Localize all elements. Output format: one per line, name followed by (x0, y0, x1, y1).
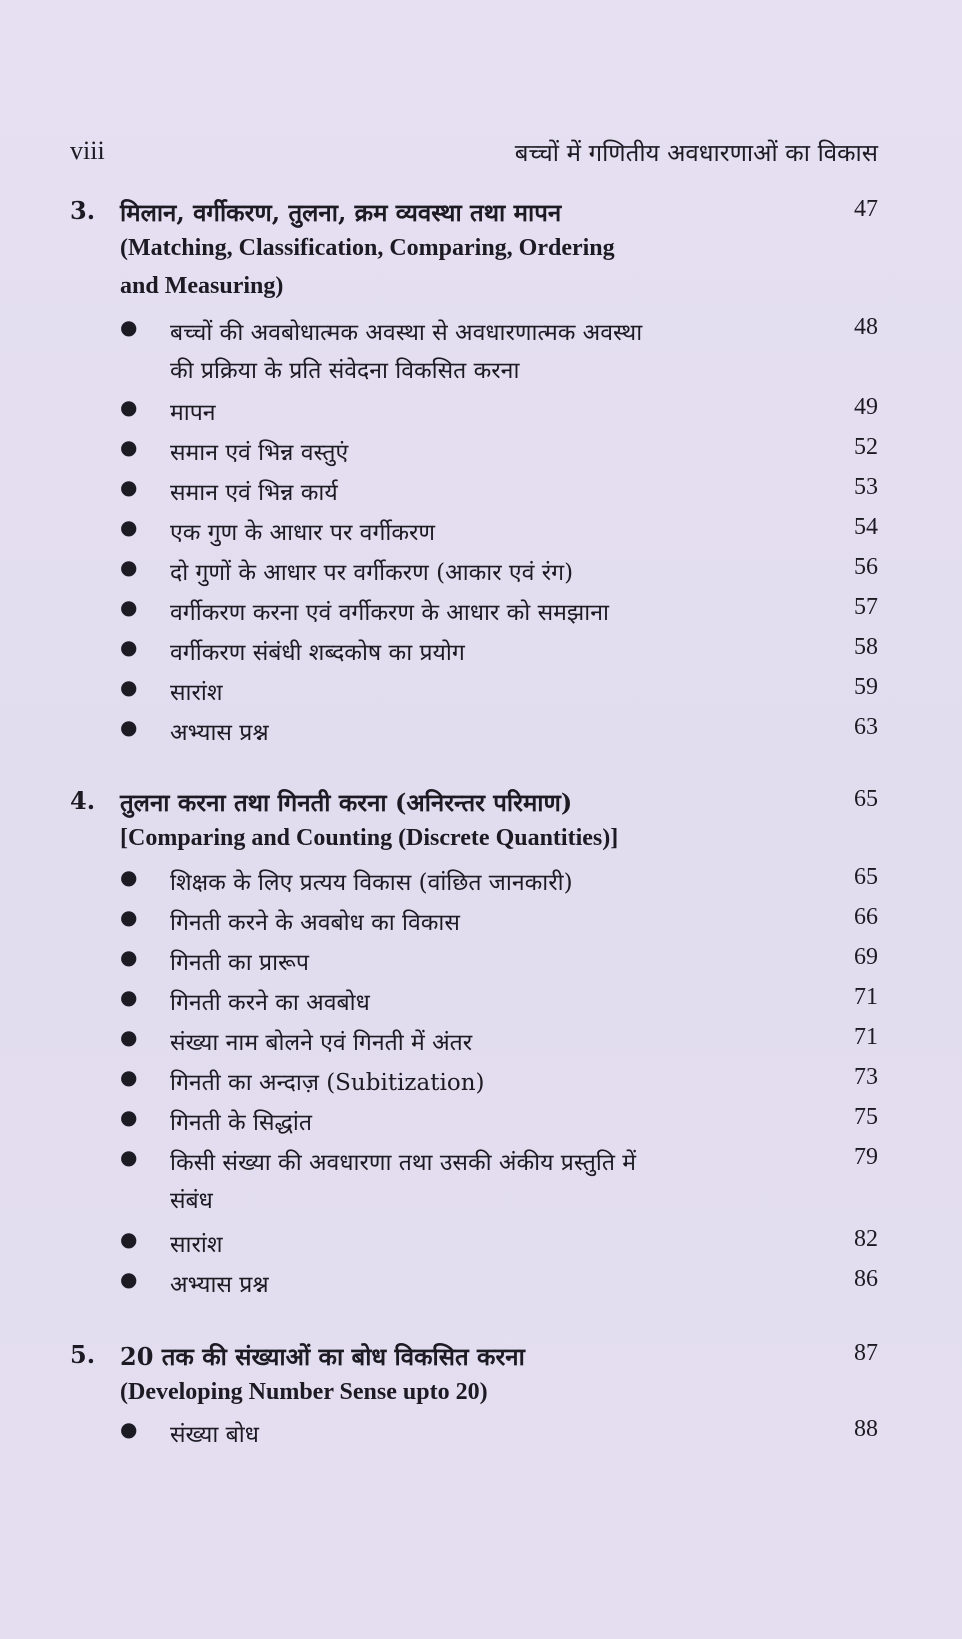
bullet-icon: ● (120, 475, 138, 499)
toc-item-page: 79 (854, 1144, 878, 1170)
toc-item (120, 314, 878, 390)
bullet-icon: ● (120, 715, 138, 739)
toc-item-page: 49 (854, 394, 878, 420)
toc-item-text: एक गुण के आधार पर वर्गीकरण (170, 520, 436, 546)
running-header (70, 136, 878, 176)
toc-item-page: 56 (854, 554, 878, 580)
toc-item-page: 59 (854, 674, 878, 700)
chapter-page: 47 (854, 196, 878, 222)
toc-item-page: 86 (854, 1266, 878, 1292)
toc-item-text: गिनती के सिद्धांत (170, 1110, 312, 1136)
toc-item-page: 65 (854, 864, 878, 890)
bullet-icon: ● (120, 985, 138, 1009)
chapter-title-english-line2: and Measuring) (120, 273, 284, 299)
bullet-icon: ● (120, 435, 138, 459)
chapter-5-heading (70, 1340, 878, 1412)
toc-item-page: 73 (854, 1064, 878, 1090)
toc-item-text: शिक्षक के लिए प्रत्यय विकास (वांछित जानकारी) (170, 870, 573, 896)
bullet-icon: ● (120, 1105, 138, 1129)
bullet-icon: ● (120, 945, 138, 969)
toc-item-page: 66 (854, 904, 878, 930)
bullet-icon: ● (120, 1227, 138, 1251)
toc-item-page: 58 (854, 634, 878, 660)
toc-item-text: दो गुणों के आधार पर वर्गीकरण (आकार एवं रंग) (170, 560, 574, 586)
toc-item-text: गिनती का अन्दाज़ (Subitization) (170, 1070, 485, 1096)
chapter-number: 5. (70, 1340, 96, 1369)
bullet-icon: ● (120, 1417, 138, 1441)
toc-item-text: गिनती करने के अवबोध का विकास (170, 910, 460, 936)
toc-item-page: 52 (854, 434, 878, 460)
chapter-4-heading (70, 786, 878, 858)
bullet-icon: ● (120, 555, 138, 579)
toc-item-text: वर्गीकरण संबंधी शब्दकोष का प्रयोग (170, 640, 465, 666)
toc-item-text: सारांश (170, 680, 223, 706)
chapter-page: 87 (854, 1340, 878, 1366)
toc-item-text: अभ्यास प्रश्न (170, 1272, 269, 1298)
toc-item-page: 63 (854, 714, 878, 740)
toc-item-page: 75 (854, 1104, 878, 1130)
bullet-icon: ● (120, 595, 138, 619)
bullet-icon: ● (120, 675, 138, 699)
chapter-title-hindi: तुलना करना तथा गिनती करना (अनिरन्तर परिमाण) (120, 788, 573, 817)
bullet-icon: ● (120, 315, 138, 339)
chapter-title-hindi: 20 तक की संख्याओं का बोध विकसित करना (120, 1342, 525, 1371)
toc-item-page: 69 (854, 944, 878, 970)
toc-item-page: 57 (854, 594, 878, 620)
chapter-title-english: (Developing Number Sense upto 20) (120, 1379, 488, 1405)
toc-item-text: समान एवं भिन्न कार्य (170, 480, 338, 506)
chapter-title-english: [Comparing and Counting (Discrete Quantities)] (120, 825, 619, 851)
bullet-icon: ● (120, 515, 138, 539)
bullet-icon: ● (120, 865, 138, 889)
toc-item-page: 53 (854, 474, 878, 500)
toc-item-text: संख्या बोध (170, 1422, 259, 1448)
toc-item-page: 88 (854, 1416, 878, 1442)
toc-item-text: मापन (170, 400, 216, 426)
bullet-icon: ● (120, 1065, 138, 1089)
toc-item (120, 1144, 878, 1220)
chapter-title-english: (Matching, Classification, Comparing, Ordering (120, 235, 615, 261)
toc-item-page: 54 (854, 514, 878, 540)
chapter-page: 65 (854, 786, 878, 812)
bullet-icon: ● (120, 1267, 138, 1291)
toc-item-page: 71 (854, 1024, 878, 1050)
toc-item-text: समान एवं भिन्न वस्तुएं (170, 440, 349, 466)
toc-item-text: वर्गीकरण करना एवं वर्गीकरण के आधार को समझाना (170, 600, 609, 626)
toc-item-text: बच्चों की अवबोधात्मक अवस्था से अवधारणात्मक अवस्था की प्रक्रिया के प्रति संवेदना विकसित करना (170, 320, 643, 384)
toc-item-text: गिनती करने का अवबोध (170, 990, 370, 1016)
toc-item-page: 48 (854, 314, 878, 340)
bullet-icon: ● (120, 1025, 138, 1049)
toc-item-text: गिनती का प्रारूप (170, 950, 309, 976)
toc-item-page: 71 (854, 984, 878, 1010)
bullet-icon: ● (120, 905, 138, 929)
bullet-icon: ● (120, 395, 138, 419)
toc-item-text: संख्या नाम बोलने एवं गिनती में अंतर (170, 1030, 473, 1056)
chapter-number: 3. (70, 196, 96, 225)
toc-item-text: सारांश (170, 1232, 223, 1258)
chapter-number: 4. (70, 786, 96, 815)
toc-item-text: किसी संख्या की अवधारणा तथा उसकी अंकीय प्रस्तुति में संबंध (170, 1150, 637, 1214)
chapter-3-heading (70, 196, 878, 306)
toc-item-text: अभ्यास प्रश्न (170, 720, 269, 746)
book-title: बच्चों में गणितीय अवधारणाओं का विकास (514, 139, 878, 167)
toc-item-page: 82 (854, 1226, 878, 1252)
bullet-icon: ● (120, 1145, 138, 1169)
bullet-icon: ● (120, 635, 138, 659)
page-number: viii (70, 136, 105, 165)
chapter-title-hindi: मिलान, वर्गीकरण, तुलना, क्रम व्यवस्था तथा मापन (120, 198, 562, 227)
